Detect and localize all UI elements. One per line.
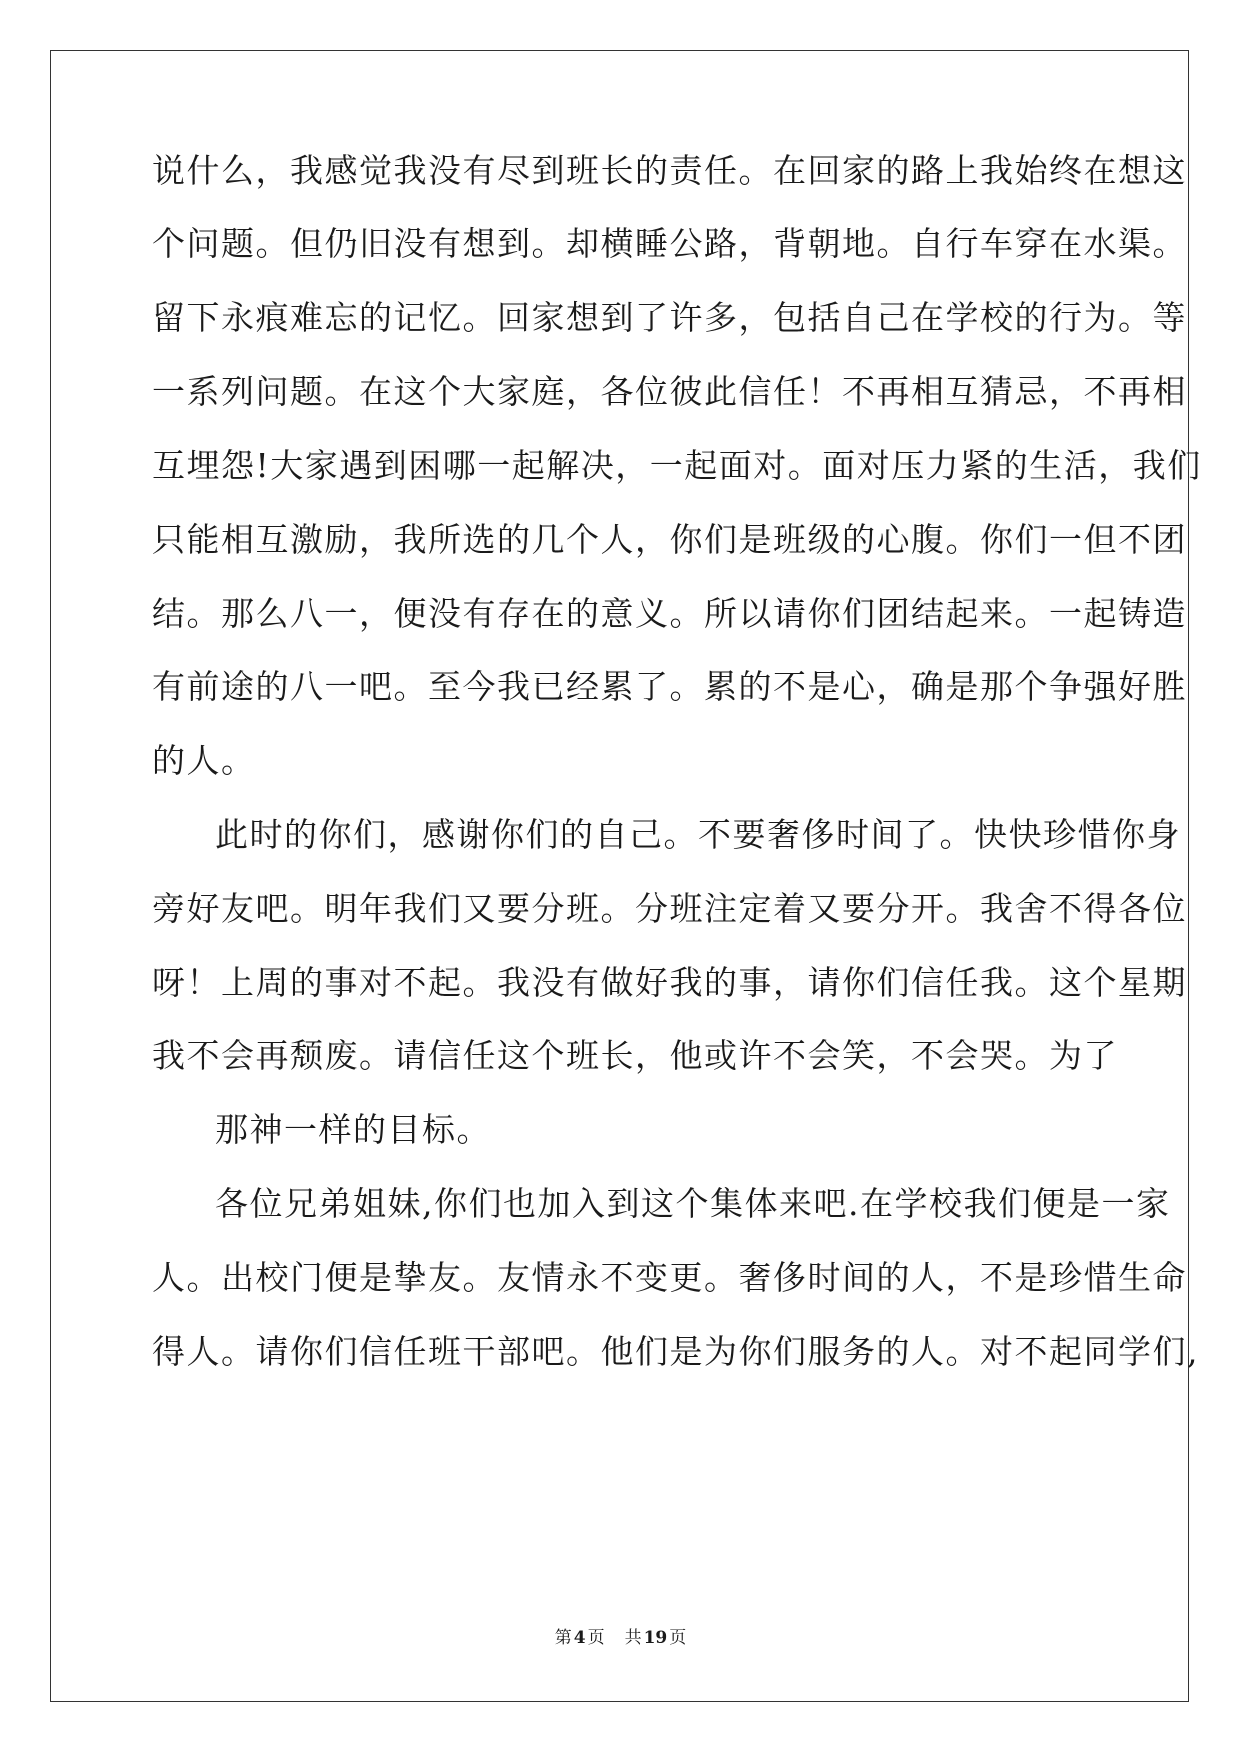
text-line: 有前途的八一吧。至今我已经累了。累的不是心，确是那个争强好胜 xyxy=(152,667,1187,706)
text-line: 旁好友吧。明年我们又要分班。分班注定着又要分开。我舍不得各位 xyxy=(152,889,1187,928)
text-line: 一系列问题。在这个大家庭，各位彼此信任！不再相互猜忌，不再相 xyxy=(152,372,1187,411)
text-line: 呀！上周的事对不起。我没有做好我的事，请你们信任我。这个星期 xyxy=(152,963,1187,1002)
total-pages: 19 xyxy=(643,1628,668,1648)
text-line: 说什么，我感觉我没有尽到班长的责任。在回家的路上我始终在想这 xyxy=(152,151,1187,190)
text-line: 的人。 xyxy=(152,741,256,780)
text-line: 得人。请你们信任班干部吧。他们是为你们服务的人。对不起同学们, xyxy=(152,1332,1199,1371)
total-suffix: 页 xyxy=(669,1628,687,1648)
page-suffix: 页 xyxy=(587,1628,605,1648)
page-prefix: 第 xyxy=(554,1628,572,1648)
text-line: 此时的你们，感谢你们的自己。不要奢侈时间了。快快珍惜你身 xyxy=(215,815,1181,854)
text-line: 个问题。但仍旧没有想到。却横睡公路，背朝地。自行车穿在水渠。 xyxy=(152,224,1187,263)
text-line: 留下永痕难忘的记忆。回家想到了许多，包括自己在学校的行为。等 xyxy=(152,298,1187,337)
total-prefix: 共 xyxy=(624,1628,642,1648)
text-line: 人。出校门便是挚友。友情永不变更。奢侈时间的人，不是珍惜生命 xyxy=(152,1258,1187,1297)
text-line: 互埋怨!大家遇到困哪一起解决，一起面对。面对压力紧的生活，我们 xyxy=(152,446,1202,485)
text-line: 那神一样的目标。 xyxy=(215,1110,491,1149)
page-footer xyxy=(0,1628,1241,1648)
text-line: 各位兄弟姐妹,你们也加入到这个集体来吧.在学校我们便是一家 xyxy=(215,1184,1171,1223)
page-number: 4 xyxy=(573,1628,586,1648)
text-line: 我不会再颓废。请信任这个班长，他或许不会笑，不会哭。为了 xyxy=(152,1036,1118,1075)
text-line: 结。那么八一，便没有存在的意义。所以请你们团结起来。一起铸造 xyxy=(152,594,1187,633)
text-line: 只能相互激励，我所选的几个人，你们是班级的心腹。你们一但不团 xyxy=(152,520,1187,559)
